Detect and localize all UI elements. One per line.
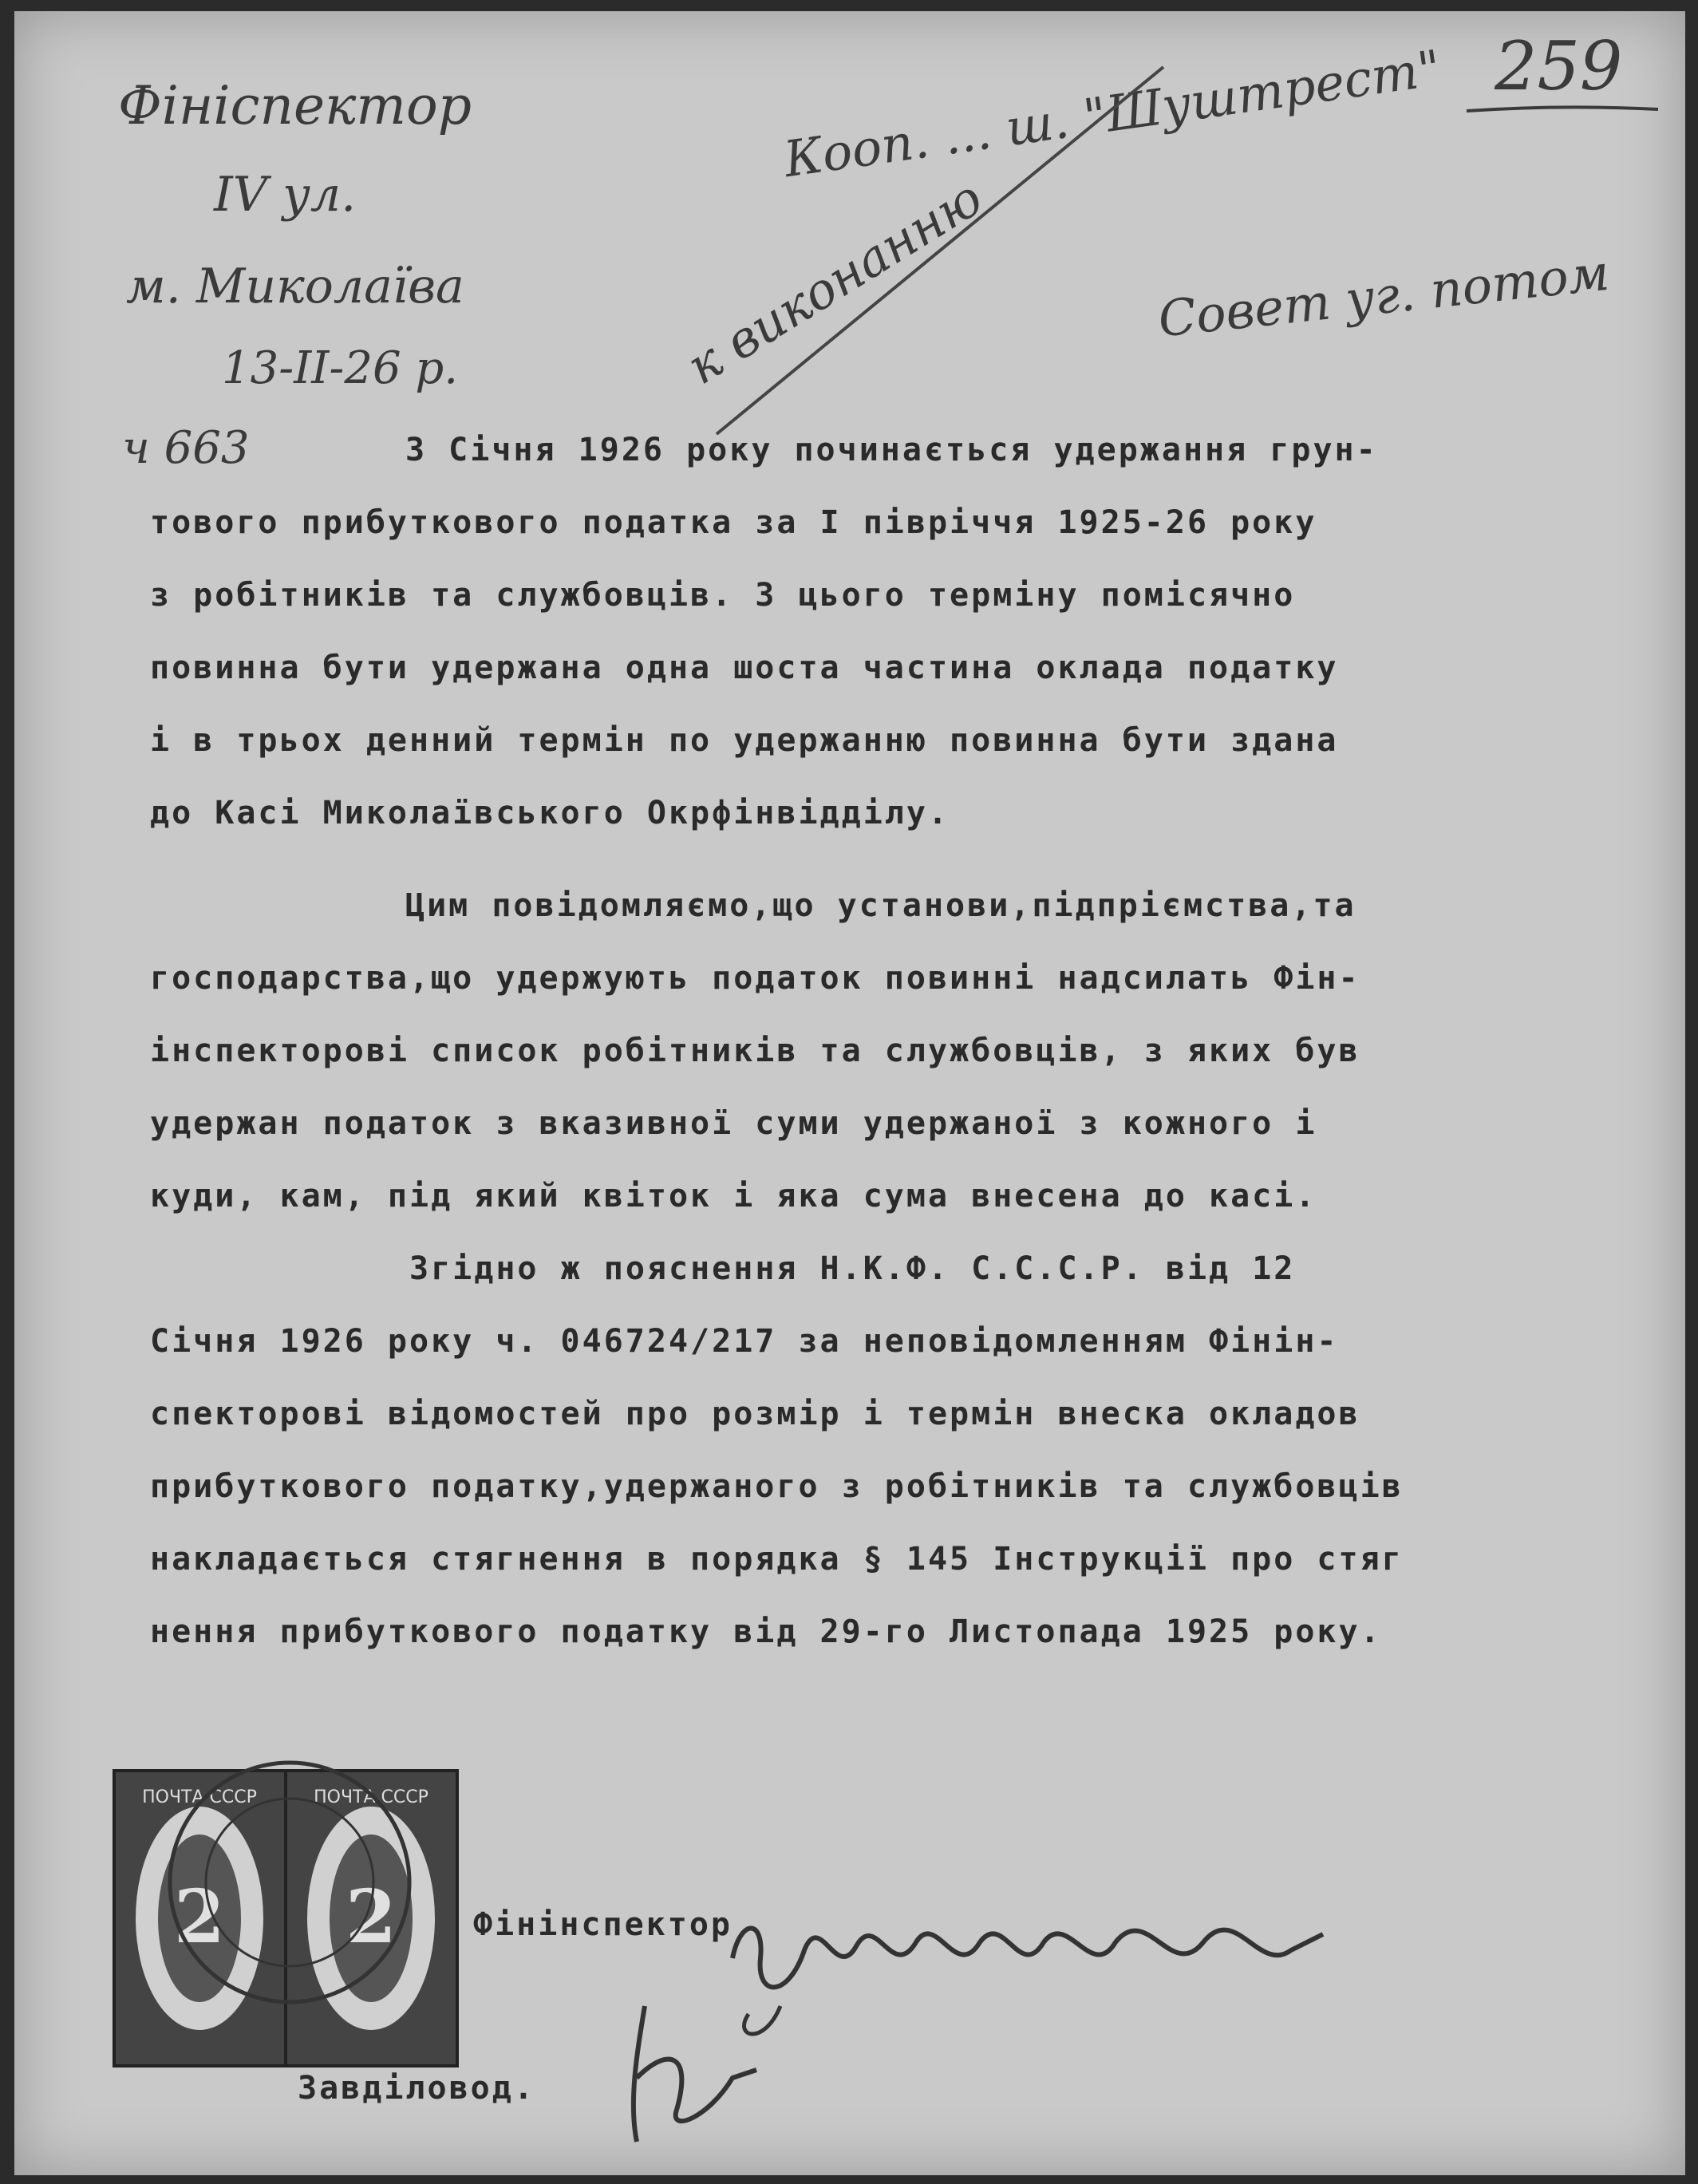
p1-line-1: 3 Січня 1926 року починається удержання грун- <box>405 432 1378 468</box>
p1-line-2: тового прибуткового податка за I півріччя 1925-26 року <box>150 504 1317 541</box>
p2-line-2: господарства,що удержують податок повинні надсилать Фін- <box>150 960 1360 997</box>
p2-line-1: Цим повідомляємо,що установи,підпріємства,та <box>405 887 1356 924</box>
cancellation-postmark <box>146 1747 433 2018</box>
svg-text:ПОЧТА СССР: ПОЧТА СССР <box>314 1787 428 1807</box>
p3-line-6: нення прибуткового податку від 29-го Листопада 1925 року. <box>150 1613 1382 1650</box>
p1-line-5: і в трьох денний термін по удержанню повинна бути здана <box>150 722 1339 759</box>
addressee-line-1: Фініспектор <box>118 75 472 136</box>
p3-line-5: накладається стягнення в порядка § 145 Інструкції про стяг <box>150 1541 1404 1578</box>
addressee-line-2: IV ул. <box>214 167 357 223</box>
p3-line-3: спекторові відомостей про розмір і термін внеска окладов <box>150 1396 1360 1432</box>
inspector-signature <box>717 1886 1435 2062</box>
p1-line-3: з робітників та службовців. З цього терміну помісячно <box>150 577 1296 614</box>
page-number-underline <box>1467 103 1666 119</box>
diagonal-resolution: к виконанню <box>677 168 993 396</box>
p2-line-4: удержан податок з вказивної суми удержаної з кожного і <box>150 1105 1317 1142</box>
inspector-label: Фінінспектор <box>473 1906 733 1943</box>
p3-line-1: Згідно ж пояснення Н.К.Ф. С.С.С.Р. від 12 <box>409 1250 1296 1287</box>
clerk-label: Завділовод. <box>298 2070 535 2107</box>
p1-line-4: повинна бути удержана одна шоста частина оклада податку <box>150 650 1339 686</box>
handwritten-date: 13-II-26 р. <box>222 342 459 394</box>
outgoing-number: ч 663 <box>122 422 250 474</box>
bottom-handwritten-note: Совет уг. потом <box>1155 243 1613 349</box>
svg-text:ПОЧТА СССР: ПОЧТА СССР <box>142 1787 257 1807</box>
p2-line-3: інспекторові список робітників та службовців, з яких був <box>150 1033 1360 1069</box>
addressee-line-3: м. Миколаїва <box>126 259 464 314</box>
p3-line-2: Січня 1926 року ч. 046724/217 за неповідомленням Фінін- <box>150 1323 1339 1360</box>
page-number: 259 <box>1495 27 1623 105</box>
svg-text:2: 2 <box>345 1874 397 1960</box>
p1-line-6: до Касі Миколаївського Окрфінвідділу. <box>150 795 950 831</box>
top-handwritten-note: Кооп. ... ш. "Шуштрест" <box>780 38 1445 189</box>
diagonal-line <box>717 59 1195 442</box>
typed-body <box>150 414 1650 1669</box>
p3-line-4: прибуткового податку,удержаного з робітників та службовців <box>150 1468 1404 1505</box>
document-page <box>14 11 1685 2175</box>
p2-line-5: куди, кам, під який квіток і яка сума внесена до касі. <box>150 1178 1317 1214</box>
svg-text:2: 2 <box>173 1874 226 1960</box>
clerk-signature <box>597 1990 788 2150</box>
